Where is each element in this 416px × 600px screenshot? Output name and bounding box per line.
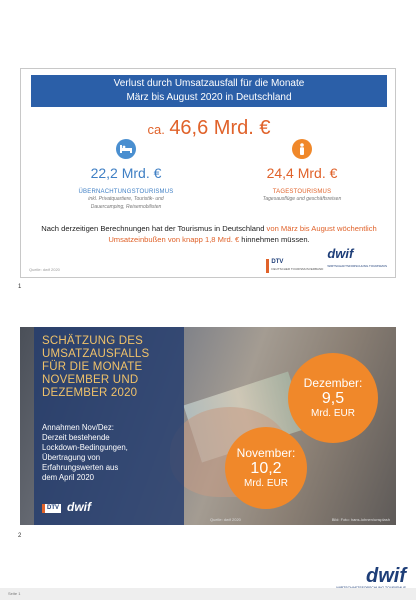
slide-2-assumptions [42,423,180,483]
assumption-line: Derzeit bestehende [42,433,110,442]
dwif-logo-sub: WIRTSCHAFTSFORSCHUNG TOURISMUS [327,264,387,268]
slide-2-title-line: UMSATZAUSFALLS [42,348,150,360]
bed-icon [116,139,136,159]
slide-1-title-line-1: Verlust durch Umsatzausfall für die Monate [113,78,305,89]
dtv-logo [266,259,323,273]
assumption-line: Übertragung von [42,453,101,462]
slide-1-title-line-2: März bis August 2020 in Deutschland [126,92,292,103]
total-loss-value: 46,6 Mrd. € [169,117,271,139]
slide-2-text-panel [34,327,184,525]
slide-1-summary-text [35,223,383,245]
slide-2-logos [42,501,91,513]
footer-page-label: Seite 1 [8,591,21,596]
summary-text-a: Nach derzeitigen Berechnungen hat der Tourismus in Deutschland [41,224,267,233]
overnight-tourism-note-2: Dauercamping, Reisemobilisten [90,204,162,210]
slide-1 [20,68,396,278]
day-tourism-note: Tagesausflüge und geschäftsreisen [262,196,342,202]
assumption-line: Lockdown-Bedingungen, [42,443,128,452]
dtv-logo-text: DTV [271,259,284,265]
slide-2-title-line: FÜR DIE MONATE [42,361,143,373]
dwif-logo [327,247,387,273]
december-unit: Mrd. EUR [311,408,355,419]
slide-2-title-line: NOVEMBER UND [42,374,139,386]
assumption-line: Erfahrungswerten aus [42,463,119,472]
dtv-logo-sub: DEUTSCHER TOURISMUSVERBAND [271,267,324,271]
slide-1-title-banner [31,75,387,107]
slide-1-logos [266,247,387,273]
footer-bar [0,588,416,600]
overnight-tourism-note-1: inkl. Privatquartiere, Touristik- und [88,196,164,202]
slide-2 [20,327,396,525]
summary-text-c: hinnehmen müssen. [239,235,310,244]
slide-2-photo-credit: Bild: Foto: hans-lohnen/unsplash [331,517,390,522]
december-label: Dezember: [303,376,363,390]
slide-1-source: Quelle: dwif 2020 [29,267,60,272]
slide-2-title-line: SCHÄTZUNG DES [42,335,143,347]
november-estimate-bubble [225,427,307,509]
slide-2-page-number: 2 [18,533,22,539]
overnight-tourism-label: ÜBERNACHTUNGSTOURISMUS [78,189,174,195]
day-tourism-label: TAGESTOURISMUS [272,189,332,195]
day-tourism-block [237,139,367,203]
day-tourism-value: 24,4 Mrd. € [266,165,338,181]
november-label: November: [236,446,296,460]
november-unit: Mrd. EUR [244,478,288,489]
total-loss-prefix: ca. [147,122,165,137]
person-icon [292,139,312,159]
slide-2-title [42,335,180,400]
december-estimate-bubble [288,353,378,443]
dtv-logo: DTV [42,504,61,513]
summary-text-highlight: von März bis August wöchentlich Umsatzeinbußen von knapp 1,8 Mrd. € [108,224,377,244]
slide-2-source: Quelle: dwif 2020 [210,517,241,522]
slide-1-page-number: 1 [18,284,22,290]
november-value: 10,2 [250,460,282,477]
dwif-logo: dwif [67,500,91,514]
assumption-line: Annahmen Nov/Dez: [42,423,114,432]
footer-logo-text: dwif [366,565,406,587]
footer-dwif-logo [336,566,406,590]
december-value: 9,5 [321,390,345,407]
total-loss [21,117,397,140]
dwif-logo-text: dwif [327,246,354,261]
slide-2-title-line: DEZEMBER 2020 [42,387,138,399]
assumption-line: dem April 2020 [42,473,95,482]
overnight-tourism-block [61,139,191,211]
overnight-tourism-value: 22,2 Mrd. € [90,165,162,181]
